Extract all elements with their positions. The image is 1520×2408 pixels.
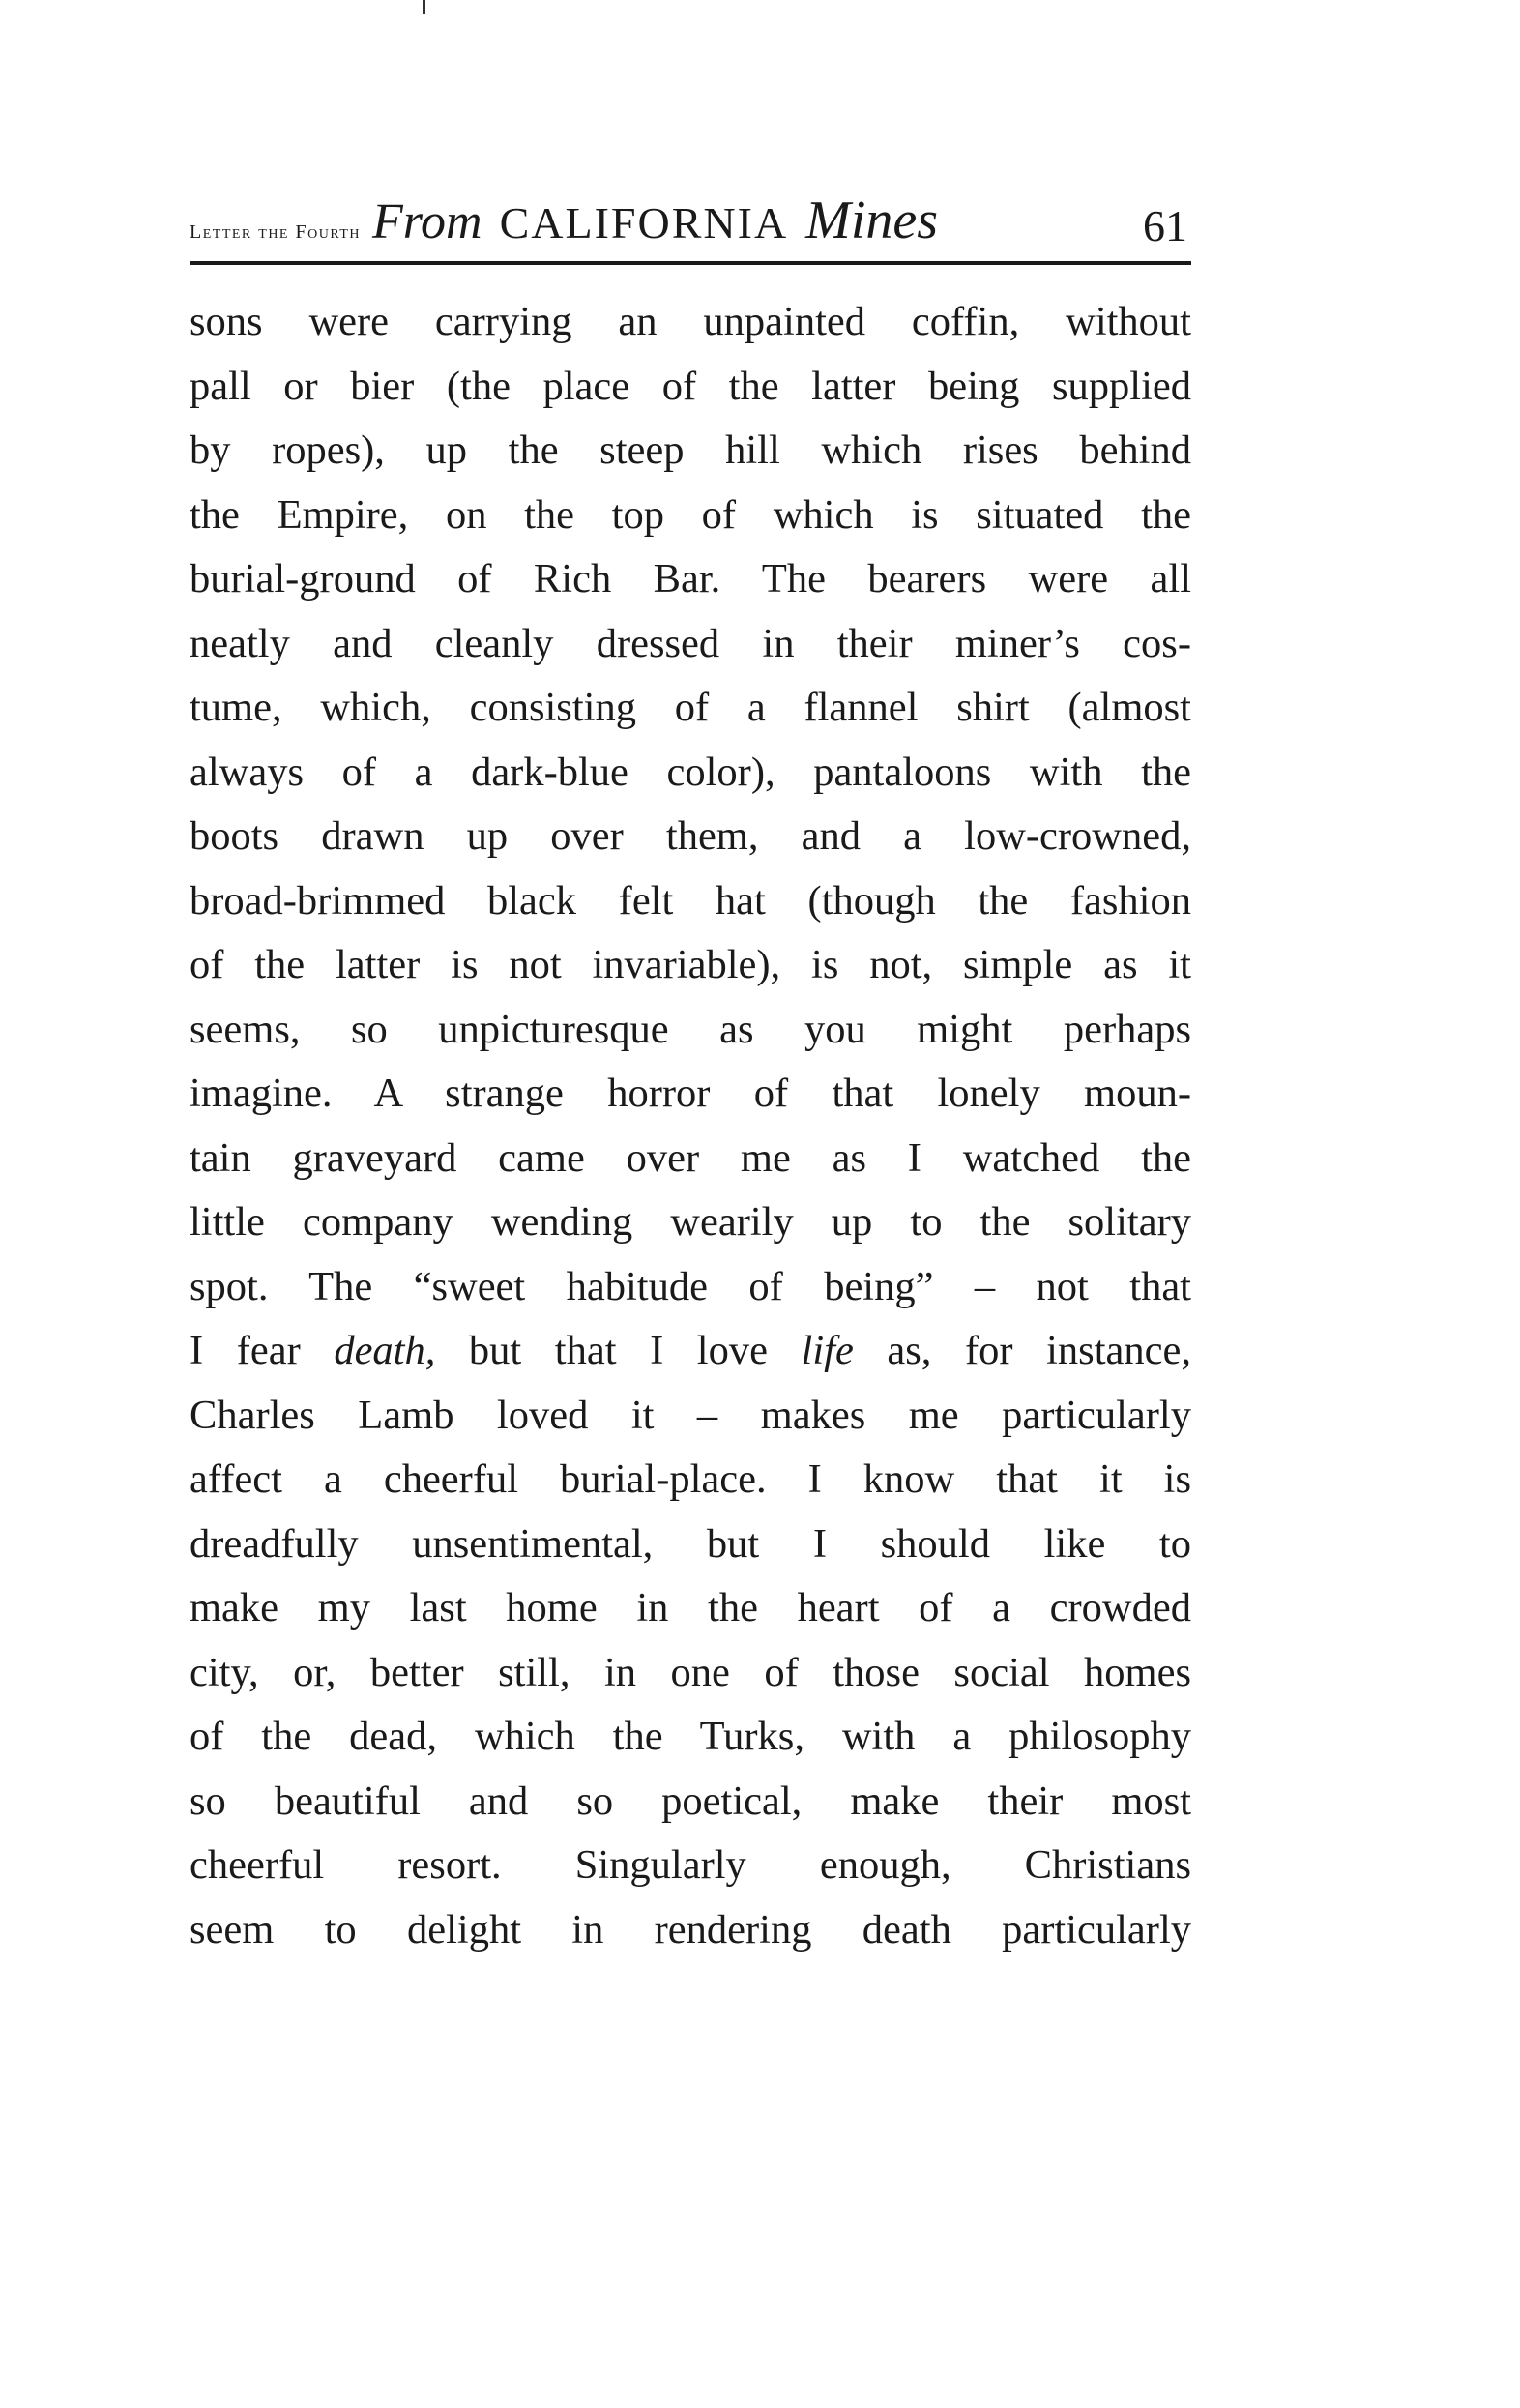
- text-line-with-italics: [190, 1319, 1191, 1384]
- text-line: affect a cheerful burial-place. I know that it is: [190, 1456, 1191, 1502]
- text-line: sons were carrying an unpainted coffin, without: [190, 299, 1191, 344]
- text-line: tume, which, consisting of a flannel shirt (almost: [190, 685, 1191, 730]
- text-line: dreadfully unsentimental, but I should like to: [190, 1520, 1191, 1567]
- text-line: cheerful resort. Singularly enough, Christians: [190, 1842, 1191, 1888]
- italic-word-life: life: [801, 1328, 854, 1373]
- head-california: CALIFORNIA: [499, 198, 789, 248]
- text-line: always of a dark-blue color), pantaloons with the: [190, 749, 1191, 795]
- text-line: little company wending wearily up to the solitary: [190, 1199, 1191, 1245]
- text-line: make my last home in the heart of a crowded: [190, 1585, 1191, 1630]
- text-line: burial-ground of Rich Bar. The bearers were all: [190, 556, 1191, 602]
- text-line: broad-brimmed black felt hat (though the fashion: [190, 877, 1191, 924]
- margin-mark: [423, 0, 425, 14]
- text-line: pall or bier (the place of the latter being supplied: [190, 363, 1191, 409]
- body-text: [190, 290, 1191, 1962]
- head-mines: Mines: [805, 191, 939, 250]
- text-line: tain graveyard came over me as I watched the: [190, 1134, 1191, 1181]
- page-number: 61: [1143, 201, 1187, 250]
- italic-word-death: death,: [334, 1328, 436, 1373]
- text-line: by ropes), up the steep hill which rises behind: [190, 427, 1191, 473]
- text-line: seem to delight in rendering death particularly: [190, 1906, 1191, 1953]
- text-line: of the latter is not invariable), is not, simple as it: [190, 942, 1191, 987]
- text-line: imagine. A strange horror of that lonely moun-: [190, 1071, 1191, 1116]
- text-run: I fear: [190, 1328, 335, 1373]
- text-line: city, or, better still, in one of those social homes: [190, 1649, 1191, 1695]
- text-line: spot. The “sweet habitude of being” – not that: [190, 1263, 1191, 1309]
- text-run: as, for instance,: [853, 1328, 1191, 1373]
- running-head: [190, 164, 1187, 251]
- text-line: Charles Lamb loved it – makes me particularly: [190, 1392, 1191, 1438]
- text-line: the Empire, on the top of which is situated the: [190, 491, 1191, 538]
- head-from: From: [371, 194, 482, 250]
- header-rule: [190, 261, 1191, 265]
- text-line: neatly and cleanly dressed in their miner’s cos-: [190, 620, 1191, 666]
- running-head-title: [190, 190, 938, 251]
- letter-label: Letter the Fourth: [190, 221, 361, 243]
- text-line: so beautiful and so poetical, make their most: [190, 1777, 1191, 1824]
- text-run: but that I love: [435, 1328, 802, 1373]
- text-line: boots drawn up over them, and a low-crowned,: [190, 813, 1191, 859]
- text-line: of the dead, which the Turks, with a philosophy: [190, 1714, 1191, 1759]
- text-line: seems, so unpicturesque as you might perhaps: [190, 1006, 1191, 1052]
